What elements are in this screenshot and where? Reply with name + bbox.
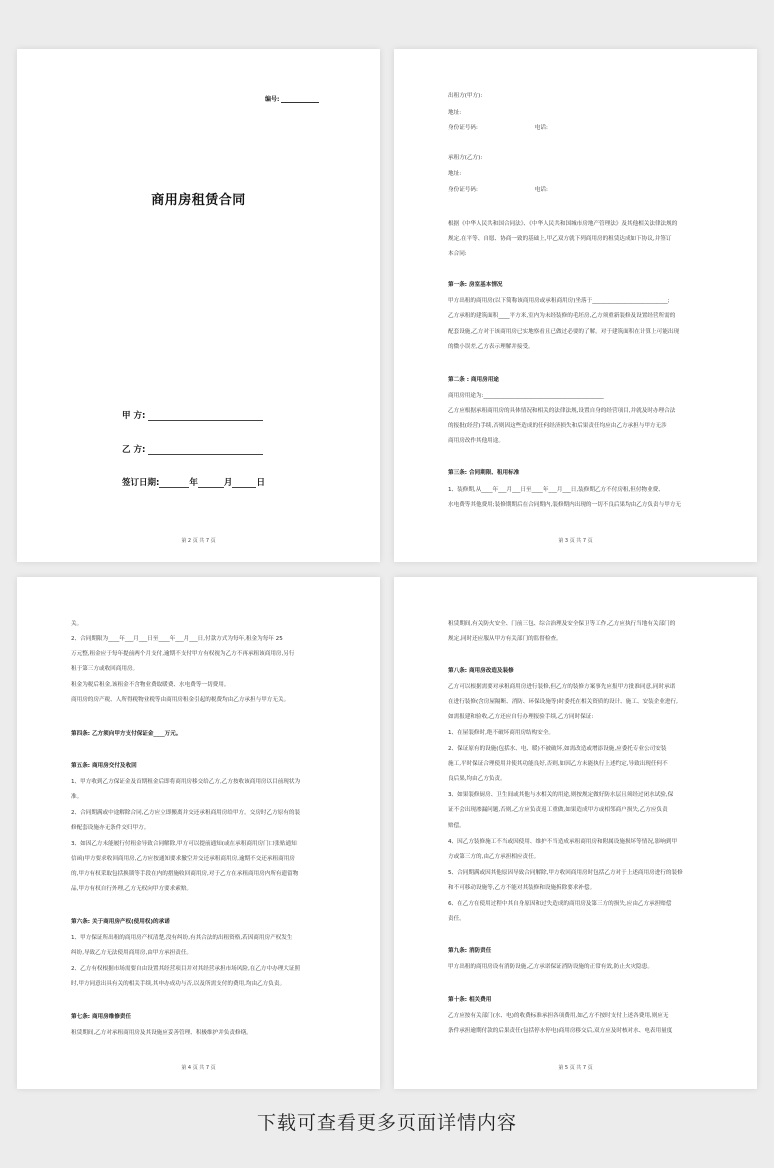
section-heading: 第六条: 关于商用房产权(使用权)的承诺 xyxy=(71,919,170,925)
text-line: 纠纷,导致乙方无法使用商用房,由甲方承担责任。 xyxy=(71,950,193,956)
text-line: 根据《中华人民共和国合同法》、《中华人民共和国城市房地产管理法》及其他相关法律法规的 xyxy=(448,221,678,227)
section-heading: 第四条: 乙方须向甲方支付保证金____万元。 xyxy=(71,731,182,737)
text-line: 信函)甲方要求收回商用房,乙方应按通知要求撤空并交还承租商用房,逾期不交还承租商用房 xyxy=(71,856,295,862)
contract-number-line xyxy=(281,102,319,103)
text-line: 关。 xyxy=(71,621,83,627)
text-line: 乙方承租的建筑面积____平方米,室内为未经装修的毛坯房,乙方须重新装修及设置经营所需的 xyxy=(448,313,676,319)
text-line: 时,甲方同意出具有关的相关手续,其申办成功与否,以及所需支付的费用,均由乙方负责。 xyxy=(71,981,286,987)
text-line: 1、在屋装修时,绝不破坏商用房结构安全。 xyxy=(448,730,555,736)
contract-page-4 xyxy=(17,577,380,1089)
text-line: 乙方可以根据需要对承租商用房进行装修,但乙方的装修方案事先应报甲方批准同意,同时承诺 xyxy=(448,684,676,690)
text-line: 的微小误差,乙方表示理解并接受。 xyxy=(448,344,534,350)
contract-page-3 xyxy=(394,49,757,562)
party-a-field xyxy=(122,409,263,421)
contract-page-5 xyxy=(394,577,757,1089)
party-b-label: 乙 方: xyxy=(122,445,146,455)
download-caption: 下载可查看更多页面详情内容 xyxy=(256,1112,517,1134)
text-line: 承租方(乙方): xyxy=(448,155,483,161)
party-a-label: 甲 方: xyxy=(122,411,146,421)
sign-date-label: 签订日期: xyxy=(122,478,160,488)
section-heading: 第三条: 合同期限、租用标准 xyxy=(448,470,520,476)
text-line: 规定,同时还应服从甲方有关部门的监督检查。 xyxy=(448,636,562,642)
text-line: 4、因乙方装修施工不当或因使用、维护不当造成承租商用房和附属设施损坏等情况,影响到甲 xyxy=(448,839,678,845)
text-line: 修配套设施亦无条件交归甲方。 xyxy=(71,825,150,831)
text-line: 证不会出现渗漏问题,否则,乙方应负责返工重做,如果造成甲方或相邻商户损失,乙方应负责 xyxy=(448,807,668,813)
text-line: 地址: xyxy=(448,171,462,177)
text-line: 身份证号码: 电话: xyxy=(448,187,548,193)
text-line: 如需报建和验收,乙方还应自行办理报验手续,乙方同时保证: xyxy=(448,714,594,720)
text-line: 准。 xyxy=(71,794,83,800)
page-footer: 第 3 页 共 7 页 xyxy=(558,538,593,544)
text-line: 条件承担逾期付款的后果责任(包括停水停电)商用房移交后,双方应及时核对水、电表用量度 xyxy=(448,1028,673,1034)
section-heading: 第九条: 消防责任 xyxy=(448,948,492,954)
text-line: 1、装修期,从____年___月___日至____年___月___日,装修期乙方不付房租,但付物业费、 xyxy=(448,487,664,493)
text-line: 1、甲方保证所出租的商用房产权清楚,没有纠纷,有其合法的出租资格,若因商用房产权发生 xyxy=(71,935,293,941)
section-heading: 第八条: 商用房改造及装修 xyxy=(448,668,514,674)
text-line: 2、合同期满或中途解除合同,乙方应立即搬离并交还承租商用房给甲方。交房时乙方原有的装 xyxy=(71,810,301,816)
day-line xyxy=(232,478,256,488)
text-line: 乙方应按有关部门(水、电)的收费标准承担各项费用,如乙方不按时支付上述各费用,则应无 xyxy=(448,1013,669,1019)
text-line: 甲方出租的商用房设有消防设施,乙方承诺保证消防设施的正常有效,防止火灾隐患。 xyxy=(448,964,653,970)
section-heading: 第一条: 房室基本情况 xyxy=(448,282,503,288)
text-line: 地址: xyxy=(448,110,462,116)
day-unit: 日 xyxy=(256,478,265,488)
text-line: 6、在乙方在使用过程中其自身原因和过失造成的商用房及第三方的损失,应由乙方承担赔偿 xyxy=(448,901,672,907)
text-line: 品,甲方有权自行外理,乙方无权向甲方要求索赔。 xyxy=(71,886,193,892)
contract-number-label: 编号: xyxy=(265,96,280,103)
text-line: 身份证号码: 电话: xyxy=(448,125,548,131)
section-heading: 第十条: 相关费用 xyxy=(448,997,492,1003)
text-line: 租赁期间,乙方对承租商用房及其设施应妥善管理、积极维护并负责修缮。 xyxy=(71,1030,252,1036)
month-unit: 月 xyxy=(223,478,233,488)
text-line: 的报批(经营)手续,否则因这些造成的任何经济损失和后果责任均应由乙方承担与甲方无涉 xyxy=(448,423,667,429)
text-line: 商用房改作其他用途。 xyxy=(448,438,504,444)
text-line: 施工,平时保证合理使用并使其功能良好,否则,如因乙方未能执行上述约定,导致出现任何不 xyxy=(448,761,668,767)
text-line: 租于第三方或收回商用房。 xyxy=(71,666,139,672)
text-line: 2、乙方有权根据市场需要自由设置其经营项目并对其经营承担市场风险,在乙方中办理大证照 xyxy=(71,966,301,972)
text-line: 配套设施,乙方对于该商用房已实地察看且已做过必要的了解。对于建筑面积在计算上可能出现 xyxy=(448,329,680,335)
text-line: 商用房用途为:___________________________________________ xyxy=(448,393,604,399)
text-line: 本合同: xyxy=(448,251,467,257)
text-line: 出租方(甲方): xyxy=(448,93,483,99)
text-line: 3、如果装修厨房、卫生间或其他与水相关的用途,则按规定做好防水层且须经过闭水试验,保 xyxy=(448,792,674,798)
page-footer: 第 2 页 共 7 页 xyxy=(181,538,216,544)
text-line: 2、保证原有的设施(包括水、电、暖)不被破坏,如需改造或增添设施,应委托专业公司安装 xyxy=(448,746,667,752)
party-b-line xyxy=(148,445,263,455)
text-line: 的,甲方有权采取包括换锁等手段在内的措施收回商用房,对于乙方在承租商用房内所有遗留物 xyxy=(71,871,299,877)
text-line: 责任。 xyxy=(448,916,465,922)
year-line xyxy=(159,478,189,488)
text-line: 方或第三方的,由乙方承担相应责任。 xyxy=(448,854,540,860)
text-line: 3、如因乙方未能履行付租金导致合同解除,甲方可以提前通知(或在承租商用房门口张贴通知 xyxy=(71,841,297,847)
text-line: 赔偿。 xyxy=(448,823,465,829)
text-line: 2、合同期限为____年___月___日至____年___月___日,付款方式为每年,租金为每年 25 xyxy=(71,636,283,642)
text-line: 水电费等其他费用;装修期期后在合同期内,装修期内出现的一切不良后果均由乙方负责与甲方无 xyxy=(448,502,682,508)
section-heading: 第七条: 商用房维修责任 xyxy=(71,1014,132,1020)
page-footer: 第 4 页 共 7 页 xyxy=(181,1065,216,1071)
text-line: 甲方出租的商用房(以下简称该商用房或承租商用房)坐落于___________________________; xyxy=(448,298,670,304)
contract-number-field xyxy=(265,94,319,103)
text-line: 商用房的房产税、人所得税物业税等由商用房租金引起的税费均由乙方承担与甲方无关。 xyxy=(71,697,290,703)
cover-page xyxy=(17,49,380,562)
text-line: 乙方应根据承租商用房的具体情况和相关的法律法规,设置自身的经营项目,并就及时办理合法 xyxy=(448,408,676,414)
text-line: 万元整,租金应于每年提前两个月支付,逾期不支付甲方有权视为乙方不再承租该商用房,另行 xyxy=(71,651,295,657)
year-unit: 年 xyxy=(189,478,198,488)
section-heading: 第五条: 商用房交付及收回 xyxy=(71,763,137,769)
party-a-line xyxy=(148,411,263,421)
text-line: 规定,在平等、自愿、协商一致的基础上,甲乙双方就下列商用房的租赁达成如下协议,并签订 xyxy=(448,236,672,242)
text-line: 租赁期间,有关防火安全、门前三包、综合治理及安全保卫等工作,乙方应执行当地有关部门的 xyxy=(448,621,676,627)
text-line: 5、合同期满或因其他原因导致合同解除,甲方收回商用房时包括乙方对于上述商用房进行的装修 xyxy=(448,870,683,876)
month-line xyxy=(198,478,224,488)
text-line: 租金为税后租金,该租金不含物业费取暖费、水电费等一切费用。 xyxy=(71,682,230,688)
text-line: 和不可移动设施等,乙方不能对其装修和设施拆除要求补偿。 xyxy=(448,885,596,891)
page-footer: 第 5 页 共 7 页 xyxy=(558,1065,593,1071)
text-line: 良后果,均由乙方负责。 xyxy=(448,776,506,782)
document-title: 商用房租赁合同 xyxy=(151,193,246,208)
text-line: 1、甲方收到乙方保证金及首期租金后即将商用房移交给乙方,乙方按收该商用房以目前现状为 xyxy=(71,779,301,785)
section-heading: 第二条 : 商用房用途 xyxy=(448,377,499,383)
party-b-field xyxy=(122,443,263,455)
sign-date-field xyxy=(122,476,265,488)
text-line: 在进行装修(含房屋隔断、消防、环保设施等)时委托在相关资质的设计、施工、安装企业进行, xyxy=(448,699,678,705)
